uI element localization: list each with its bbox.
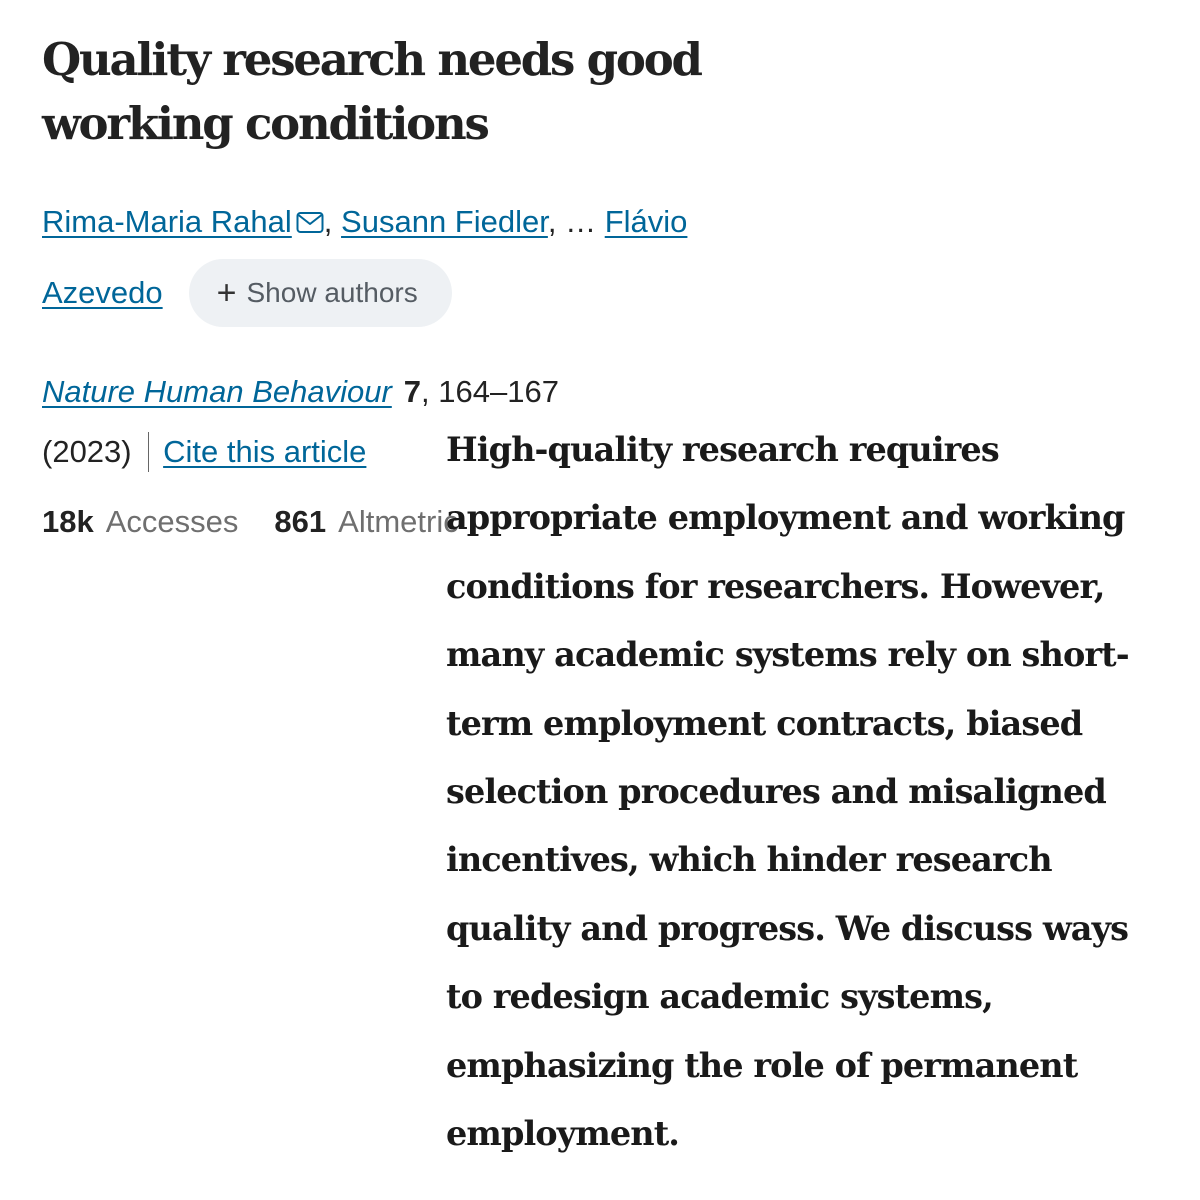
article-metrics [42,500,459,544]
journal-volume: 7 [403,374,422,409]
year-cite-row [42,432,366,472]
publication-year: (2023) [42,434,132,469]
accesses-label: Accesses [105,504,239,539]
accesses-count: 18k [42,504,94,539]
plus-icon: + [216,274,237,312]
journal-pages: , 164–167 [421,374,559,409]
author-list-continued [42,259,452,327]
author-link-azevedo-last-name[interactable]: Azevedo [42,275,163,310]
journal-link[interactable]: Nature Human Behaviour [42,374,392,409]
divider [148,432,150,472]
article-title: Quality research needs good working conditions [42,33,701,150]
journal-citation [42,372,559,412]
author-link-rahal[interactable]: Rima-Maria Rahal [42,204,292,239]
author-separator: , [323,204,333,239]
author-link-fiedler[interactable]: Susann Fiedler [341,204,548,239]
show-authors-button[interactable] [189,259,452,327]
altmetric-label: Altmetric [338,504,459,539]
altmetric-count: 861 [274,504,327,539]
article-abstract: High-quality research requires appropriate employment and working conditions for researchers. However, many academic systems rely on short- term employment contracts, biased selection procedures and misaligned incentives, which hinder research quality and progress. We discuss ways to redesign academic systems, emphasizing the role of permanent employment. [446,430,1129,1154]
author-link-azevedo-first-name[interactable]: Flávio [604,204,688,239]
author-list [42,202,687,242]
author-ellipsis: , … [547,204,597,239]
cite-article-link[interactable]: Cite this article [163,434,367,469]
mail-icon[interactable] [296,205,324,229]
show-authors-label: Show authors [246,277,418,308]
